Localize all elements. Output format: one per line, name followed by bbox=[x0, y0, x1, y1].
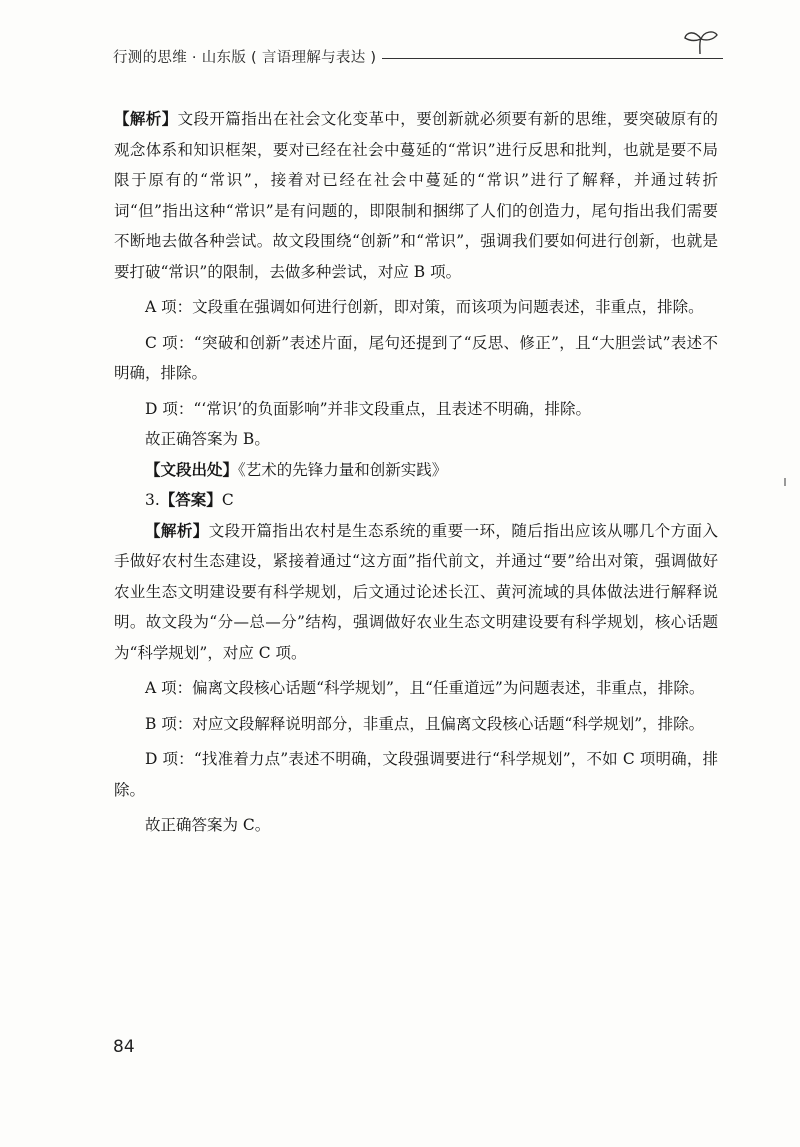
analysis-tag-2: 【解析】 bbox=[145, 521, 209, 540]
analysis-paragraph-2 bbox=[114, 516, 718, 669]
source-paragraph bbox=[114, 455, 718, 486]
option-d-paragraph-2: D 项：“找准着力点”表述不明确，文段强调要进行“科学规划”，不如 C 项明确，排除。 bbox=[114, 750, 718, 799]
answer-value: C bbox=[221, 491, 234, 509]
source-tag: 【文段出处】 bbox=[145, 460, 239, 479]
analysis-text-2: 文段开篇指出农村是生态系统的重要一环，随后指出应该从哪几个方面入手做好农村生态建设，紧接着通过“这方面”指代前文，并通过“要”给出对策，强调做好农业生态文明建设要有科学规划，后文通过论述长江、黄河流域的具体做法进行解释说明。故文段为“分—总—分”结构，强调做好农业生态文明建设要有科学规划，核心话题为“科学规划”，对应 C 项。 bbox=[114, 521, 718, 662]
option-d-paragraph: D 项：“‘常识’的负面影响”并非文段重点，且表述不明确，排除。 bbox=[145, 399, 592, 418]
source-text: 《艺术的先锋力量和创新实践》 bbox=[238, 460, 448, 479]
sprout-icon bbox=[682, 28, 720, 56]
analysis-tag: 【解析】 bbox=[114, 110, 178, 128]
conclusion-paragraph: 故正确答案为 B。 bbox=[145, 430, 270, 448]
page-number: 84 bbox=[113, 1037, 135, 1057]
header-rule bbox=[382, 58, 723, 59]
scan-mark bbox=[784, 478, 786, 486]
conclusion-paragraph-2: 故正确答案为 C。 bbox=[145, 816, 271, 834]
analysis-paragraph bbox=[114, 104, 718, 287]
analysis-text: 文段开篇指出在社会文化变革中，要创新就必须要有新的思维，要突破原有的观念体系和知识框架，要对已经在社会中蔓延的“常识”进行反思和批判，也就是要不局限于原有的“常识”，接着对已经在社会中蔓延的“常识”进行了解释，并通过转折词“但”指出这种“常识”是有问题的，即限制和捆绑了人们的创造力，尾句指出我们需要不断地去做各种尝试。故文段围绕“创新”和“常识”，强调我们要如何进行创新，也就是要打破“常识”的限制，去做多种尝试，对应 B 项。 bbox=[114, 110, 718, 281]
answer-paragraph bbox=[114, 485, 718, 516]
option-a-paragraph: A 项：文段重在强调如何进行创新，即对策，而该项为问题表述，非重点，排除。 bbox=[145, 298, 704, 316]
question-number: 3. bbox=[145, 491, 160, 509]
page-content bbox=[114, 104, 718, 841]
running-header bbox=[113, 40, 723, 72]
answer-tag: 【答案】 bbox=[159, 491, 222, 509]
option-c-paragraph: C 项：“突破和创新”表述片面，尾句还提到了“反思、修正”，且“大胆尝试”表述不明确，排除。 bbox=[114, 333, 718, 382]
option-b-paragraph-2: B 项：对应文段解释说明部分，非重点，且偏离文段核心话题“科学规划”，排除。 bbox=[145, 714, 705, 733]
option-a-paragraph-2: A 项：偏离文段核心话题“科学规划”，且“任重道远”为问题表述，非重点，排除。 bbox=[145, 679, 705, 697]
header-title: 行测的思维 · 山东版 ( 言语理解与表达 ) bbox=[113, 49, 377, 66]
